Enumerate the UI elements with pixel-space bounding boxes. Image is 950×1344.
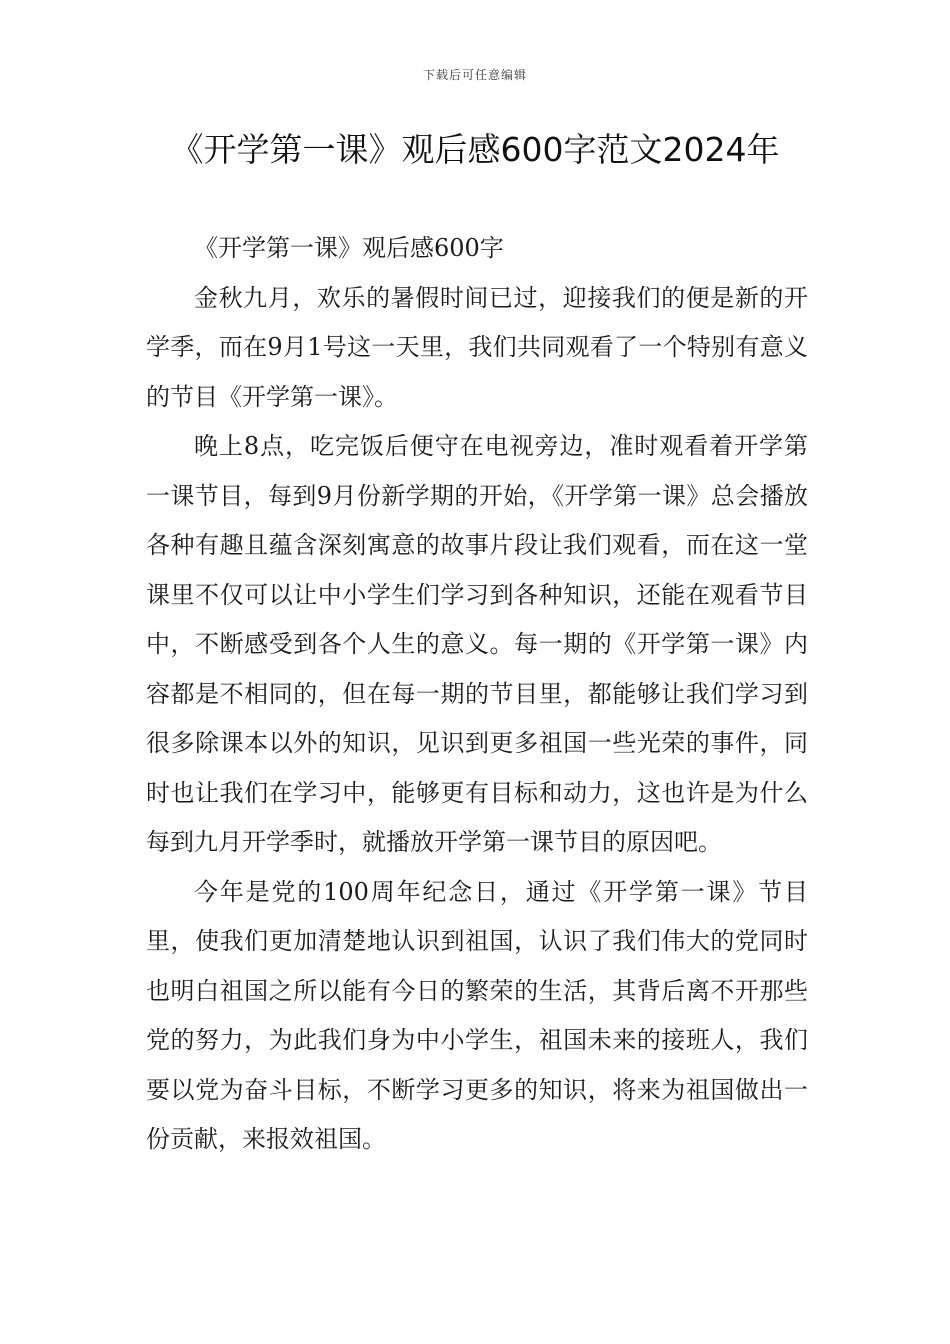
document-title: 《开学第一课》观后感600字范文2024年 [170, 130, 780, 169]
paragraph-1: 金秋九月，欢乐的暑假时间已过，迎接我们的便是新的开学季，而在9月1号这一天里，我们共同观看了一个特别有意义的节目《开学第一课》。 [146, 283, 808, 411]
header-note: 下载后可任意编辑 [422, 68, 527, 82]
paragraph-3: 今年是党的100周年纪念日，通过《开学第一课》节目里，使我们更加清楚地认识到祖国，认识了我们伟大的党同时也明白祖国之所以能有今日的繁荣的生活，其背后离不开那些党的努力，为此我们身为中小学生，祖国未来的接班人，我们要以党为奋斗目标，不断学习更多的知识，将来为祖国做出一份贡献，来报效祖国。 [146, 877, 808, 1153]
paragraph-2: 晚上8点，吃完饭后便守在电视旁边，准时观看着开学第一课节目，每到9月份新学期的开始，《开学第一课》总会播放各种有趣且蕴含深刻寓意的故事片段让我们观看，而在这一堂课里不仅可以让中小学生们学习到各种知识，还能在观看节目中，不断感受到各个人生的意义。每一期的《开学第一课》内容都是不相同的，但在每一期的节目里，都能够让我们学习到很多除课本以外的知识，见识到更多祖国一些光荣的事件，同时也让我们在学习中，能够更有目标和动力，这也许是为什么每到九月开学季时，就播放开学第一课节目的原因吧。 [146, 432, 808, 856]
document-body [146, 224, 808, 1165]
essay-subtitle: 《开学第一课》观后感600字 [194, 234, 504, 262]
